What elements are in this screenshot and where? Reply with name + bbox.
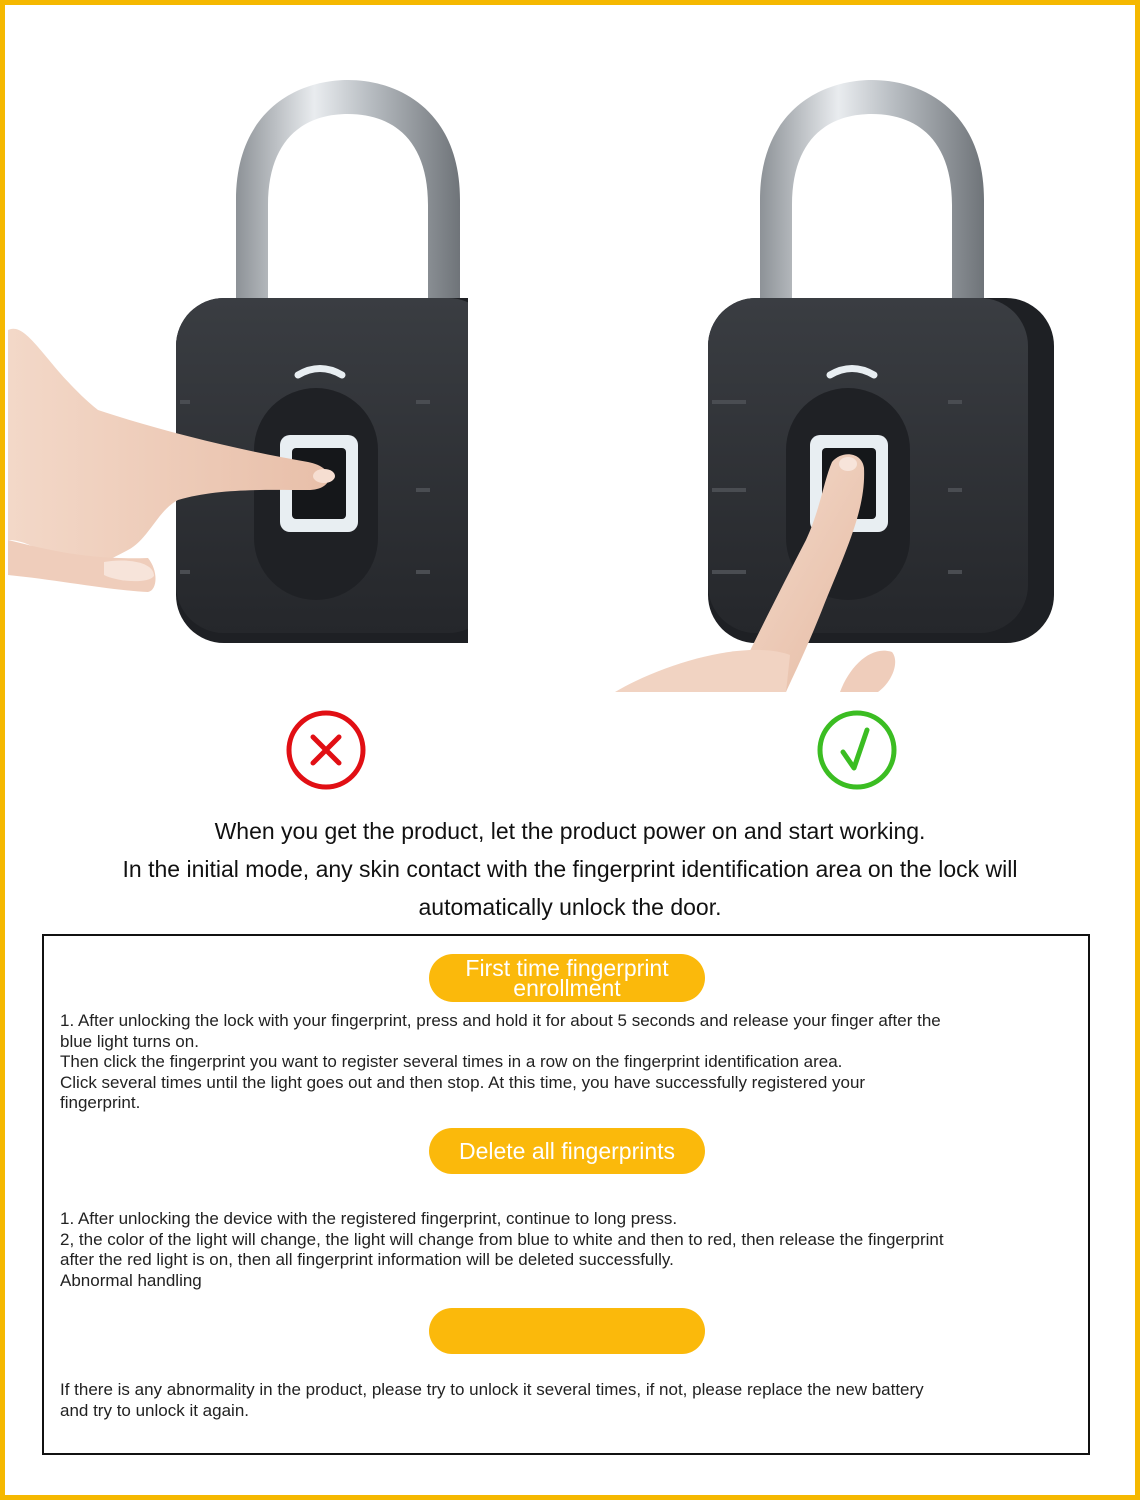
abnormal-handling-heading xyxy=(429,1308,705,1354)
enrollment-instructions xyxy=(60,1011,1084,1114)
enrollment-heading xyxy=(429,954,705,1002)
delete-fingerprints-heading: Delete all fingerprints xyxy=(429,1128,705,1174)
instruction-line: Click several times until the light goes out and then stop. At this time, you have successfully registered your xyxy=(60,1072,866,1092)
intro-line: automatically unlock the door. xyxy=(418,894,722,920)
instruction-line: 2, the color of the light will change, the light will change from blue to white and then to red, then release the fingerprint xyxy=(60,1229,944,1249)
instruction-line: 1. After unlocking the lock with your fingerprint, press and hold it for about 5 seconds and release your finger after the xyxy=(60,1011,941,1030)
check-icon xyxy=(815,708,899,792)
intro-text xyxy=(20,812,1120,926)
instruction-line: fingerprint. xyxy=(60,1093,141,1112)
heading-line: enrollment xyxy=(513,975,621,1001)
instruction-line: If there is any abnormality in the product, please try to unlock it several times, if not, please replace the new battery xyxy=(60,1380,924,1399)
padlock-photo-correct-touch xyxy=(610,70,1070,695)
instruction-line: after the red light is on, then all fingerprint information will be deleted successfully. xyxy=(60,1250,674,1269)
intro-line: When you get the product, let the product power on and start working. xyxy=(214,818,926,844)
cross-icon xyxy=(284,708,368,792)
delete-instructions xyxy=(60,1209,1084,1291)
instruction-line: Abnormal handling xyxy=(60,1270,202,1290)
instructions-box xyxy=(42,934,1090,1455)
intro-line: In the initial mode, any skin contact with the fingerprint identification area on the lock will xyxy=(122,856,1018,882)
instruction-line: Then click the fingerprint you want to register several times in a row on the fingerprint identification area. xyxy=(60,1052,843,1071)
instruction-line: blue light turns on. xyxy=(60,1031,199,1051)
heading-line: First time fingerprint xyxy=(465,955,669,981)
abnormal-instructions xyxy=(60,1380,1084,1421)
padlock-photo-wrong-touch xyxy=(8,70,468,695)
instruction-line: and try to unlock it again. xyxy=(60,1400,250,1420)
instruction-line: 1. After unlocking the device with the registered fingerprint, continue to long press. xyxy=(60,1209,678,1228)
